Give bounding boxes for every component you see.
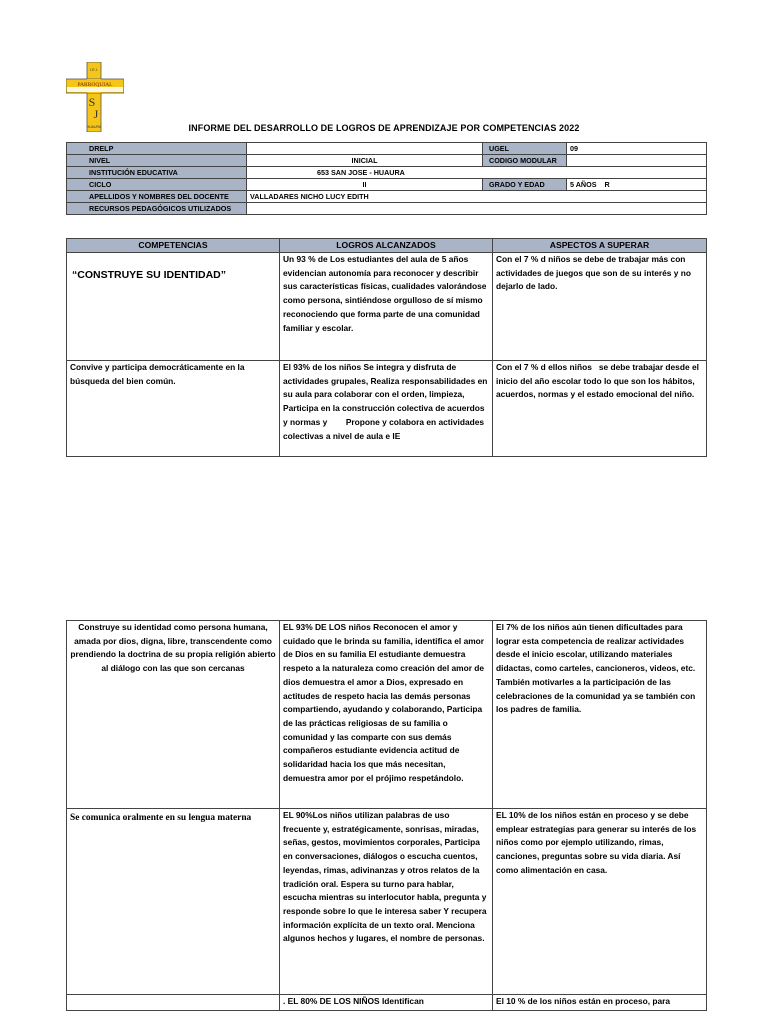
aspectos-cell: EL 10% de los niños están en proceso y se debe emplear estrategias para generar su interés de los niños como por ejemplo utilizando, rimas, canciones, preguntas sobre su vida diaria. Así como alimentación en casa. xyxy=(493,809,707,995)
drelp-label: DRELP xyxy=(67,143,247,155)
header-competencias: COMPETENCIAS xyxy=(67,239,280,253)
table-row xyxy=(67,253,707,361)
info-row-recursos xyxy=(67,203,707,215)
school-logo xyxy=(66,62,124,132)
info-row-drelp xyxy=(67,143,707,155)
logros-cell: EL 93% DE LOS niños Reconocen el amor y cuidado que le brinda su familia, identifica el amor de Dios en su familia El estudiante demuestra respeto a la naturaleza como creación del amor de dios demuestra el amor a Dios, expresado en actitudes de respeto hacia las demás personas compartiendo, ayudando y colaborando, Participa de las prácticas religiosas de su familia o comunidad y las comparte con sus demás compañeros estudiante evidencia actitud de solidaridad hacia los que más necesitan, demuestra amor por el prójimo respetándolo. xyxy=(280,621,493,809)
competencia-cell: Construye su identidad como persona humana, amada por dios, digna, libre, transcendente como prendiendo la doctrina de su propia religión abierto al diálogo con las que son cercanas xyxy=(67,621,280,809)
competencies-table-2 xyxy=(66,620,707,1011)
competencia-cell xyxy=(67,995,280,1011)
institucion-value: 653 SAN JOSE - HUAURA xyxy=(247,167,707,179)
ugel-label: UGEL xyxy=(483,143,567,155)
header-logros: LOGROS ALCANZADOS xyxy=(280,239,493,253)
competencia-cell: “CONSTRUYE SU IDENTIDAD” xyxy=(67,253,280,361)
info-row-institucion xyxy=(67,167,707,179)
table-row xyxy=(67,361,707,457)
grado-label: GRADO Y EDAD xyxy=(483,179,567,191)
info-row-nivel xyxy=(67,155,707,167)
logo-letter-s: S xyxy=(88,95,96,109)
ciclo-label: CICLO xyxy=(67,179,247,191)
codigo-label: CODIGO MODULAR xyxy=(483,155,567,167)
aspectos-cell: Con el 7 % d ellos niños se debe trabajar desde el inicio del año escolar todo lo que son los hábitos, acuerdos, normas y el estado emocional del niño. xyxy=(493,361,707,457)
recursos-value xyxy=(247,203,707,215)
logros-cell: El 93% de los niños Se integra y disfruta de actividades grupales, Realiza responsabilidades en su aula para colaborar con el orden, limpieza, Participa en la construcción colectiva de acuerdos y normas y Propone y colabora en actividades colectivas a nivel de aula e IE xyxy=(280,361,493,457)
info-table xyxy=(66,142,707,215)
table-header-row xyxy=(67,239,707,253)
recursos-label: RECURSOS PEDAGÓGICOS UTILIZADOS xyxy=(67,203,247,215)
logros-cell: . EL 80% DE LOS NIÑOS Identifican xyxy=(280,995,493,1011)
competencia-cell: Convive y participa democráticamente en la búsqueda del bien común. xyxy=(67,361,280,457)
header-aspectos: ASPECTOS A SUPERAR xyxy=(493,239,707,253)
info-row-docente xyxy=(67,191,707,203)
competencia-cell: Se comunica oralmente en su lengua materna xyxy=(67,809,280,995)
logo-top-text: I.E.I. xyxy=(89,67,99,72)
logros-cell: Un 93 % de Los estudiantes del aula de 5 años evidencian autonomía para reconocer y describir sus características físicas, cualidades valorándose como persona, sintiéndose orgulloso de sí mismo reconociendo que forma parte de una comunidad familiar y escolar. xyxy=(280,253,493,361)
table-row xyxy=(67,621,707,809)
report-title: INFORME DEL DESARROLLO DE LOGROS DE APRENDIZAJE POR COMPETENCIAS 2022 xyxy=(188,123,580,133)
table-row xyxy=(67,995,707,1011)
logo-band-text: PARROQUIAL xyxy=(77,82,113,88)
drelp-value xyxy=(247,143,483,155)
institucion-label: INSTITUCIÓN EDUCATIVA xyxy=(67,167,247,179)
info-row-ciclo xyxy=(67,179,707,191)
grado-value: 5 AÑOS R xyxy=(567,179,707,191)
logo-bottom-text: HUAURA xyxy=(86,125,102,129)
competencies-table-1 xyxy=(66,238,707,457)
codigo-value xyxy=(567,155,707,167)
aspectos-cell: El 7% de los niños aún tienen dificultades para lograr esta competencia de realizar actividades desde el inicio escolar, utilizando materiales didactas, como carteles, cancioneros, videos, etc. También motivarles a la participación de las celebraciones de la comunidad ya se también con los padres de familia. xyxy=(493,621,707,809)
table-row xyxy=(67,809,707,995)
logo-letter-j: J xyxy=(93,107,99,121)
nivel-label: NIVEL xyxy=(67,155,247,167)
aspectos-cell: El 10 % de los niños están en proceso, para xyxy=(493,995,707,1011)
ugel-value: 09 xyxy=(567,143,707,155)
ciclo-value: II xyxy=(247,179,483,191)
nivel-value: INICIAL xyxy=(247,155,483,167)
docente-value: VALLADARES NICHO LUCY EDITH xyxy=(247,191,707,203)
aspectos-cell: Con el 7 % d niños se debe de trabajar más con actividades de juegos que son de su interés y no dejarlo de lado. xyxy=(493,253,707,361)
docente-label: APELLIDOS Y NOMBRES DEL DOCENTE xyxy=(67,191,247,203)
logros-cell: EL 90%Los niños utilizan palabras de uso frecuente y, estratégicamente, sonrisas, miradas, señas, gestos, movimientos corporales, Participa en conversaciones, diálogos o escucha cuentos, leyendas, rimas, adivinanzas y otros relatos de la tradición oral. Espera su turno para hablar, escucha mientras su interlocutor habla, pregunta y responde sobre lo que le interesa saber Y recupera información explícita de un texto oral. Menciona algunos hechos y lugares, el nombre de personas. xyxy=(280,809,493,995)
